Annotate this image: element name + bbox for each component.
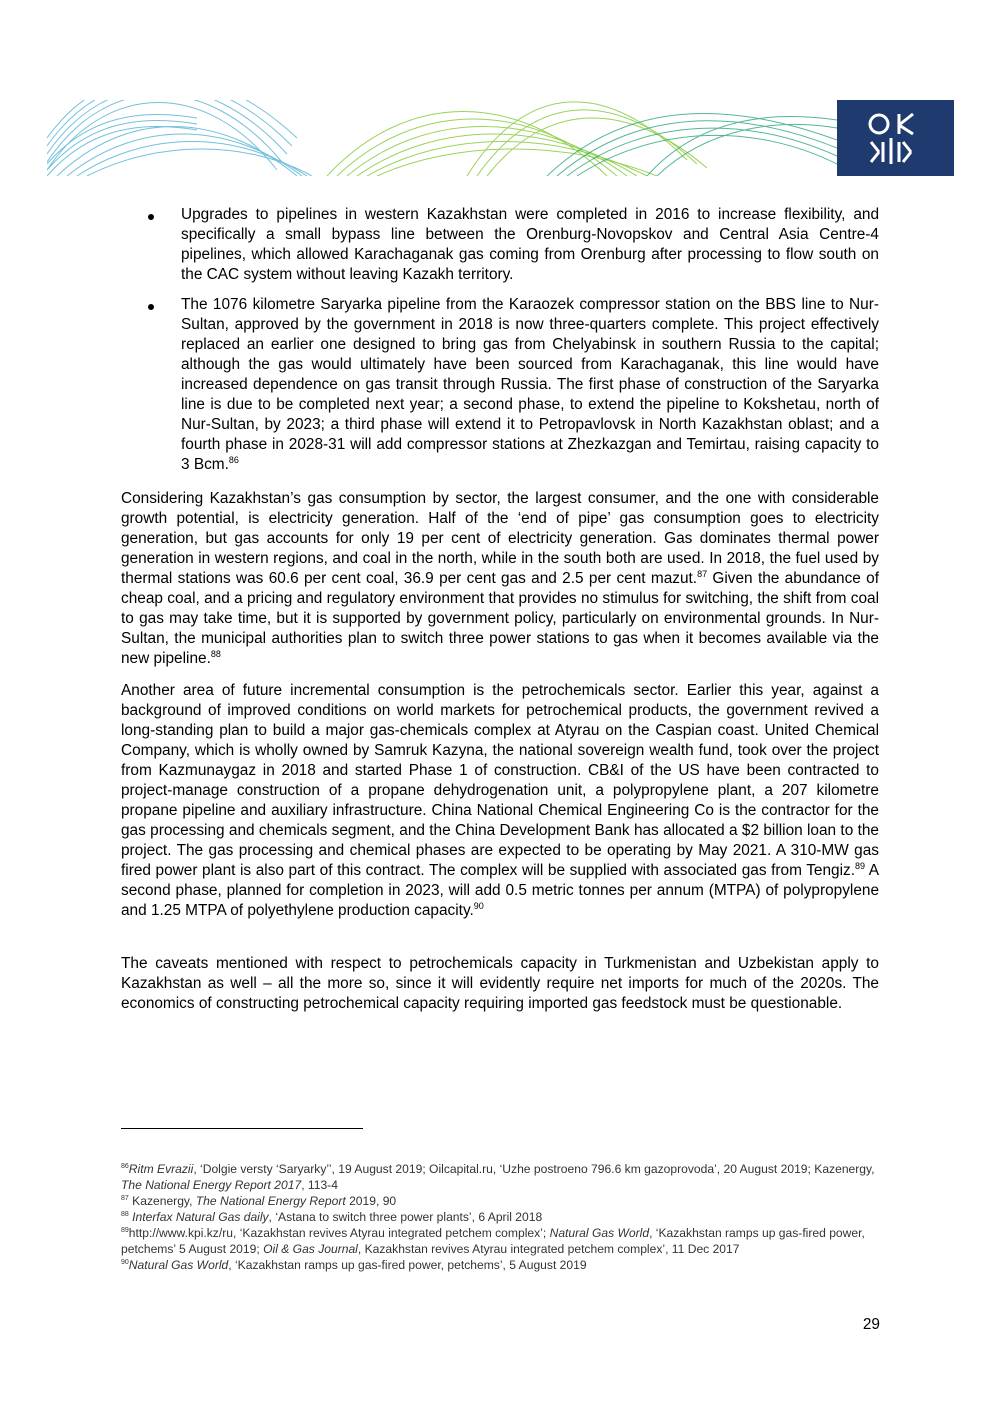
footnote-text: , 113-4: [301, 1178, 338, 1192]
footnote-90: [121, 1257, 879, 1273]
footnote-source: Natural Gas World: [128, 1258, 229, 1272]
oies-logo: [837, 100, 954, 176]
paragraph-text: The caveats mentioned with respect to petrochemicals capacity in Turkmenistan and Uzbekistan apply to Kazakhstan as well – all the more so, since it will evidently require net imports for much of the 2020s. The economics of constructing petrochemical capacity requiring imported gas feedstock must be questionable.: [121, 955, 879, 1012]
header-wave-banner: [47, 100, 837, 176]
bullet-item-pipeline-upgrades: [121, 205, 879, 285]
logo-mark-icon: [837, 100, 954, 176]
paragraph-petrochemicals: [121, 681, 879, 921]
paragraph-text: Considering Kazakhstan’s gas consumption by sector, the largest consumer, and the one with considerable growth potential, is electricity generation. Half of the ‘end of pipe’ gas consumption goes to electricity generation, but gas accounts for only 19 per cent of electricity generation. Gas dominates thermal power generation in western regions, and coal in the north, while in the south both are used. In 2018, the fuel used by thermal stations was 60.6 per cent coal, 36.9 per cent gas and 2.5 per cent mazut.: [121, 490, 879, 587]
footnote-87: [121, 1193, 879, 1209]
paragraph-text: A second phase, planned for completion in 2023, will add 0.5 metric tonnes per annum (MTPA) of polypropylene and 1.25 MTPA of polyethylene production capacity.: [121, 862, 879, 919]
footnote-number: 90: [121, 1258, 129, 1266]
bullet-text: Upgrades to pipelines in western Kazakhstan were completed in 2016 to increase flexibility, and specifically a small bypass line between the Orenburg-Novopskov and Central Asia Centre-4 pipelines, which allowed Karachaganak gas coming from Orenburg after processing to flow south on the CAC system without leaving Kazakh territory.: [181, 206, 879, 283]
bullet-icon: [148, 304, 154, 310]
footnote-ref-88: 88: [210, 648, 221, 659]
footnote-source: Interfax Natural Gas daily: [128, 1210, 269, 1224]
footnote-ref-86: 86: [228, 454, 239, 465]
footnote-source: Natural Gas World: [549, 1226, 650, 1240]
footnote-text: Kazenergy,: [128, 1194, 196, 1208]
footnote-88: [121, 1209, 879, 1225]
footnote-source: The National Energy Report 2017: [121, 1178, 302, 1192]
footnote-source: Oil & Gas Journal: [263, 1242, 358, 1256]
footnote-ref-89: 89: [854, 860, 865, 871]
bullet-list: [121, 205, 879, 475]
footnote-89: [121, 1225, 879, 1257]
footnote-ref-87: 87: [697, 568, 708, 579]
footnote-number: 86: [121, 1162, 129, 1170]
footnote-source: Ritm Evrazii: [128, 1162, 194, 1176]
footnote-number: 89: [121, 1226, 129, 1234]
page-number: 29: [862, 1316, 880, 1333]
bullet-text: The 1076 kilometre Saryarka pipeline from the Karaozek compressor station on the BBS line to Nur-Sultan, approved by the government in 2018 is now three-quarters complete. This project effectively replaced an earlier one designed to bring gas from Chelyabinsk in southern Russia to the capital; although the gas would ultimately have been sourced from Karachaganak, this line would have increased dependence on gas transit through Russia. The first phase of construction of the Saryarka line is due to be completed next year; a second phase, to extend the pipeline to Kokshetau, north of Nur-Sultan, by 2023; a third phase will extend it to Petropavlovsk in North Kazakhstan oblast; and a fourth phase in 2028-31 will add compressor stations at Zhezkazgan and Temirtau, raising capacity to 3 Bcm.: [181, 296, 879, 473]
footnote-text: , ‘Astana to switch three power plants’, 6 April 2018: [268, 1210, 543, 1224]
bullet-icon: [148, 214, 154, 220]
bullet-item-saryarka-pipeline: [121, 295, 879, 475]
paragraph-caveats: [121, 954, 879, 1014]
paragraph-text: Another area of future incremental consumption is the petrochemicals sector. Earlier this year, against a background of improved conditions on world markets for petrochemical products, the government revived a long-standing plan to build a major gas-chemicals complex at Atyrau on the Caspian coast. United Chemical Company, which is wholly owned by Samruk Kazyna, the national sovereign wealth fund, took over the project from Kazmunaygaz in 2018 and started Phase 1 of construction. CB&I of the US have been contracted to project-manage construction of a propane dehydrogenation unit, a polypropylene plant, a 207 kilometre propane pipeline and auxiliary infrastructure. China National Chemical Engineering Co is the contractor for the gas processing and chemicals segment, and the China Development Bank has allocated a $2 billion loan to the project. The gas processing and chemical phases are expected to be operating by May 2021. A 310-MW gas fired power plant is also part of this contract. The complex will be supplied with associated gas from Tengiz.: [121, 682, 879, 879]
footnote-number: 88: [121, 1210, 129, 1218]
footnote-86: [121, 1161, 879, 1193]
footnotes: [121, 1161, 879, 1273]
footnote-text: http://www.kpi.kz/ru, ‘Kazakhstan revives Atyrau integrated petchem complex’;: [128, 1226, 550, 1240]
footnote-text: , ‘Dolgie versty ‘Saryarky’’, 19 August 2019; Oilcapital.ru, ‘Uzhe postroeno 796.6 km gazoprovoda’, 20 August 2019; Kazenergy,: [193, 1162, 875, 1176]
footnote-ref-90: 90: [473, 900, 484, 911]
footnote-source: The National Energy Report: [195, 1194, 346, 1208]
paragraph-electricity: [121, 489, 879, 669]
paragraph-text: Given the abundance of cheap coal, and a pricing and regulatory environment that provides no stimulus for switching, the shift from coal to gas may take time, but it is supported by government policy, particularly on environmental grounds. In Nur-Sultan, the municipal authorities plan to switch three power stations to gas when it becomes available via the new pipeline.: [121, 570, 879, 667]
footnote-text: 2019, 90: [345, 1194, 397, 1208]
wave-pattern: [47, 100, 837, 176]
footnote-text: , Kazakhstan revives Atyrau integrated petchem complex’, 11 Dec 2017: [357, 1242, 740, 1256]
footnote-number: 87: [121, 1194, 129, 1202]
footnote-text: , ‘Kazakhstan ramps up gas-fired power, petchems’, 5 August 2019: [228, 1258, 587, 1272]
footnote-divider: [121, 1128, 363, 1129]
footnote-text: , ‘Kazakhstan ramps up gas-fired power, petchems’ 5 August 2019;: [121, 1226, 865, 1256]
